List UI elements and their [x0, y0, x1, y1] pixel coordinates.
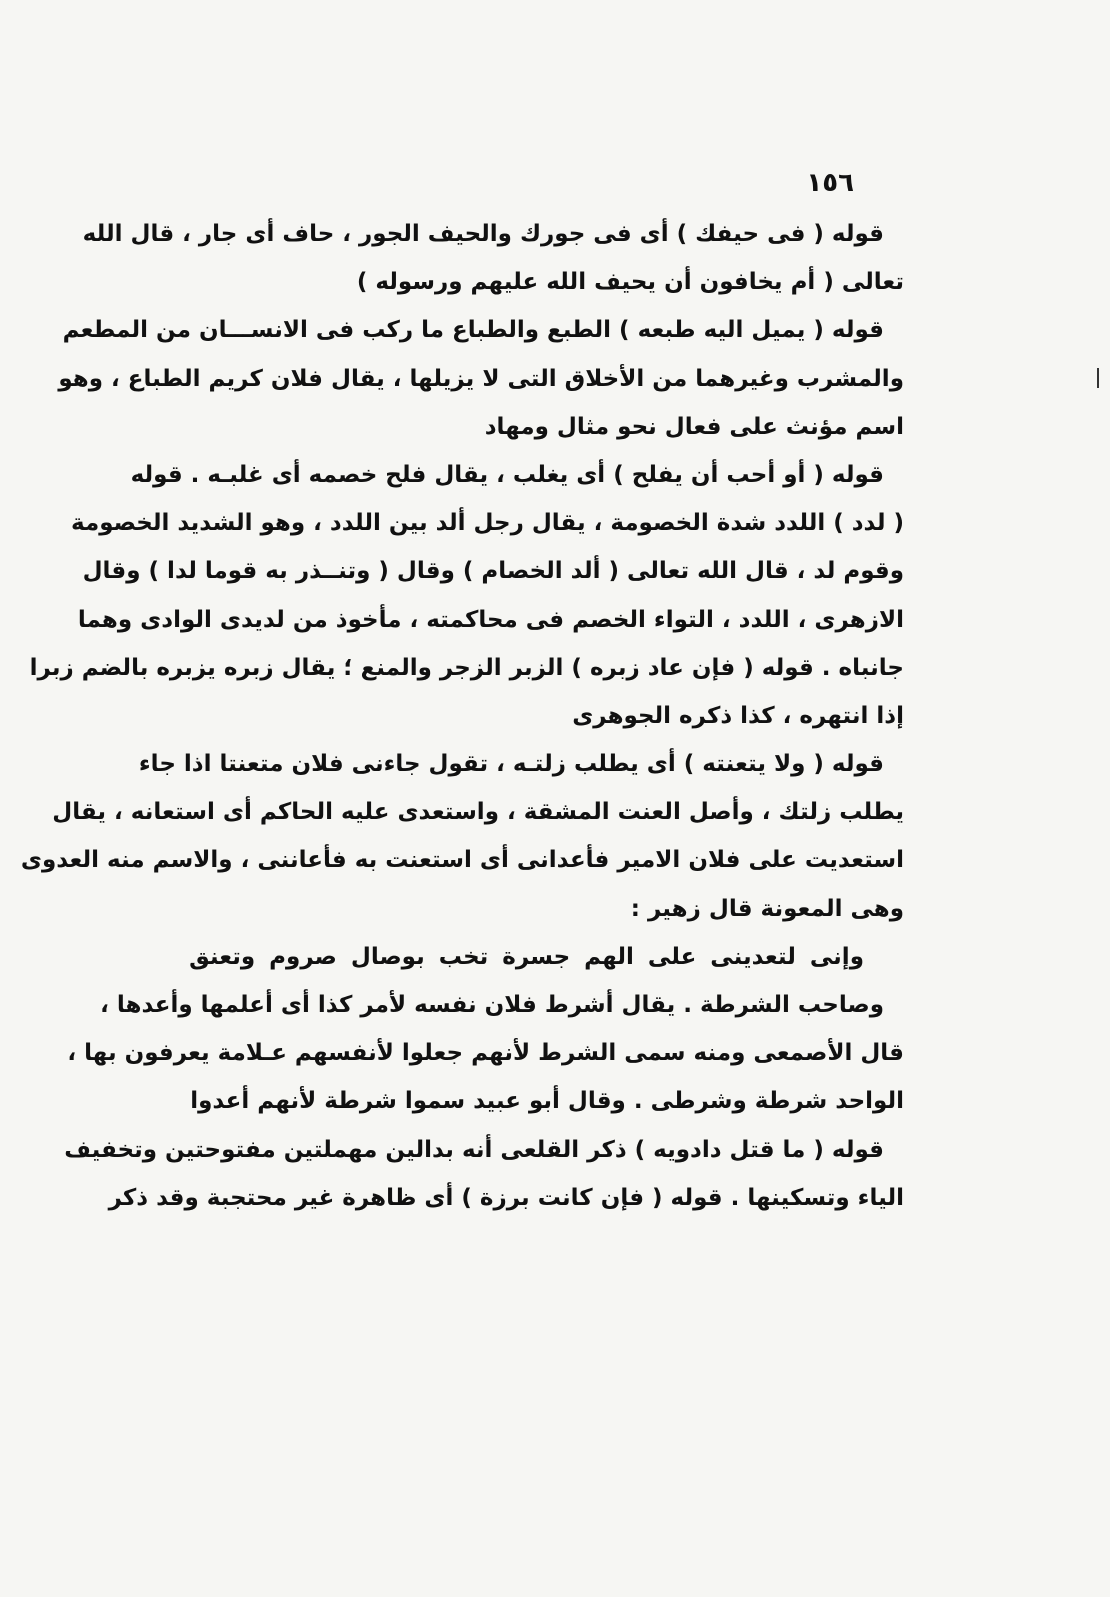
text-line: قوله ( ولا يتعنته ) أى يطلب زلتـه ، تقول جاءنى فلان متعنتا اذا جاء [138, 751, 884, 778]
margin-mark [1097, 368, 1099, 388]
text-line: قال الأصمعى ومنه سمى الشرط لأنهم جعلوا لأنفسهم عـلامة يعرفون بها ، [67, 1040, 904, 1067]
text-line: جانباه . قوله ( فإن عاد زبره ) الزبر الزجر والمنع ؛ يقال زبره يزبره بالضم زبرا [29, 654, 904, 681]
body-text [20, 210, 904, 1222]
text-line: قوله ( ما قتل دادويه ) ذكر القلعى أنه بدالين مهملتين مفتوحتين وتخفيف [64, 1136, 884, 1163]
text-line: الياء وتسكينها . قوله ( فإن كانت برزة ) أى ظاهرة غير محتجبة وقد ذكر [108, 1184, 904, 1211]
text-line: قوله ( فى حيفك ) أى فى جورك والحيف الجور ، حاف أى جار ، قال الله [82, 221, 884, 247]
verse-line: وإنى لتعدينى على الهم جسرة تخب بوصال صروم وتعنق [189, 943, 864, 970]
text-line: اسم مؤنث على فعال نحو مثال ومهاد [484, 413, 904, 440]
text-line: والمشرب وغيرهما من الأخلاق التى لا يزيلها ، يقال فلان كريم الطباع ، وهو [58, 365, 904, 392]
page-number: ١٥٦ [806, 168, 854, 198]
text-line: إذا انتهره ، كذا ذكره الجوهرى [572, 702, 904, 729]
text-line: ( لدد ) اللدد شدة الخصومة ، يقال رجل ألد بين اللدد ، وهو الشديد الخصومة [71, 510, 904, 537]
text-line: قوله ( يميل اليه طبعه ) الطبع والطباع ما ركب فى الانســـان من المطعم [62, 317, 884, 344]
text-line: الازهرى ، اللدد ، التواء الخصم فى محاكمته ، مأخوذ من لديدى الوادى وهما [77, 606, 904, 633]
text-line: وصاحب الشرطة . يقال أشرط فلان نفسه لأمر كذا أى أعلمها وأعدها ، [100, 992, 884, 1018]
text-line: تعالى ( أم يخافون أن يحيف الله عليهم ورسوله ) [356, 269, 904, 296]
text-line: يطلب زلتك ، وأصل العنت المشقة ، واستعدى عليه الحاكم أى استعانه ، يقال [52, 799, 904, 826]
text-line: وهى المعونة قال زهير : [630, 895, 904, 922]
text-line: استعديت على فلان الامير فأعدانى أى استعنت به فأعاننى ، والاسم منه العدوى [20, 847, 904, 874]
text-line: الواحد شرطة وشرطى . وقال أبو عبيد سموا شرطة لأنهم أعدوا [190, 1088, 904, 1115]
text-line: قوله ( أو أحب أن يفلح ) أى يغلب ، يقال فلح خصمه أى غلبـه . قوله [130, 461, 884, 488]
text-line: وقوم لد ، قال الله تعالى ( ألد الخصام ) وقال ( وتنــذر به قوما لدا ) وقال [82, 558, 904, 585]
